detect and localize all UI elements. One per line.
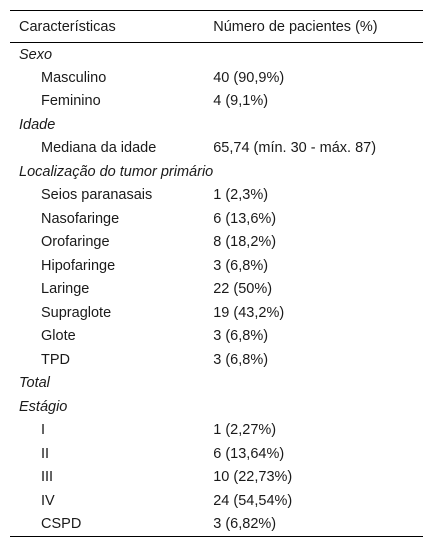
row-value: 4 (9,1%): [213, 93, 269, 110]
patient-characteristics-table: [10, 10, 423, 537]
row-value: 19 (43,2%): [213, 304, 285, 321]
table-row: [10, 207, 423, 231]
header-characteristics: Características: [10, 11, 213, 43]
row-label: II: [41, 445, 50, 462]
table-row: [10, 301, 423, 325]
section-label: Total: [19, 375, 50, 392]
row-label: Feminino: [41, 93, 101, 110]
row-label: I: [41, 422, 46, 439]
section-label: Idade: [19, 116, 56, 133]
row-label: CSPD: [10, 513, 213, 537]
table-row: [10, 184, 423, 208]
section-label: Sexo: [19, 46, 53, 63]
row-value: 1 (2,27%): [213, 422, 277, 439]
row-value: 3 (6,8%): [213, 351, 269, 368]
row-value: 10 (22,73%): [213, 469, 293, 486]
table-row: [10, 442, 423, 466]
row-value: 40 (90,9%): [213, 69, 285, 86]
row-value: 22 (50%): [213, 281, 273, 298]
table-row: [10, 513, 423, 537]
table-row: [10, 348, 423, 372]
table-row: [10, 466, 423, 490]
section-label: Localização do tumor primário: [19, 163, 214, 180]
section-row: [10, 372, 423, 396]
section-label: Estágio: [19, 398, 68, 415]
table-row: [10, 419, 423, 443]
section-row: [10, 43, 423, 67]
row-value: 65,74 (mín. 30 - máx. 87): [213, 140, 377, 157]
row-value: 8 (18,2%): [213, 234, 277, 251]
row-label: Hipofaringe: [41, 257, 116, 274]
row-value: 1 (2,3%): [213, 187, 269, 204]
table-row: [10, 137, 423, 161]
table-row: [10, 90, 423, 114]
header-patient-count: Número de pacientes (%): [213, 11, 423, 43]
table-row: [10, 278, 423, 302]
row-label: Nasofaringe: [41, 210, 120, 227]
section-row: [10, 113, 423, 137]
table-row: [10, 489, 423, 513]
row-label: Laringe: [41, 281, 90, 298]
row-value: [213, 372, 423, 396]
row-label: III: [41, 469, 54, 486]
section-row: [10, 160, 423, 184]
row-label: Glote: [41, 328, 76, 345]
row-value: [213, 160, 423, 184]
row-value: [213, 113, 423, 137]
table-row: [10, 66, 423, 90]
row-label: Seios paranasais: [41, 187, 153, 204]
row-value: 3 (6,8%): [213, 257, 269, 274]
table-row: [10, 254, 423, 278]
row-label: Masculino: [41, 69, 107, 86]
row-value: [213, 43, 423, 67]
table-header: [10, 11, 423, 43]
table-row: [10, 325, 423, 349]
row-value: 3 (6,8%): [213, 328, 269, 345]
row-label: TPD: [41, 351, 70, 368]
patient-characteristics-table-container: [10, 10, 423, 537]
row-label: Supraglote: [41, 304, 112, 321]
table-row: [10, 231, 423, 255]
row-label: Orofaringe: [41, 234, 110, 251]
row-value: 6 (13,6%): [213, 210, 277, 227]
table-body: [10, 43, 423, 537]
header-row: [10, 11, 423, 43]
row-value: 6 (13,64%): [213, 445, 285, 462]
row-value: 3 (6,82%): [213, 513, 423, 537]
row-value: 24 (54,54%): [213, 492, 293, 509]
row-value: [213, 395, 423, 419]
section-row: [10, 395, 423, 419]
row-label: IV: [41, 492, 55, 509]
row-label: Mediana da idade: [41, 140, 157, 157]
